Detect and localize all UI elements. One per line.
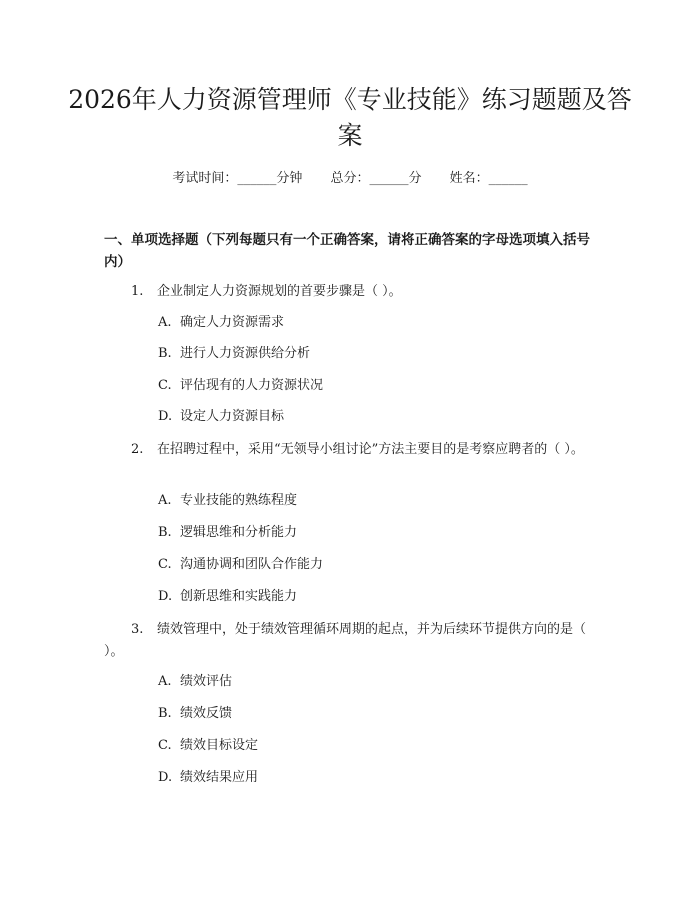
option-item [158,555,323,575]
question-number: 2. [131,442,144,457]
option-letter: A. [158,315,172,330]
option-text: 绩效评估 [180,674,233,689]
option-letter: C. [158,378,172,393]
name-field [450,170,528,188]
option-letter: B. [158,706,172,721]
option-item [158,768,258,788]
option-letter: D. [158,589,173,604]
option-text: 创新思维和实践能力 [180,589,298,604]
option-letter: A. [158,674,172,689]
total-score-blank: ______ [369,171,409,186]
option-text: 沟通协调和团队合作能力 [180,557,324,572]
exam-meta-line [0,170,700,188]
option-item [158,736,258,756]
question-1 [104,281,604,303]
option-item [158,491,297,511]
option-letter: A. [158,493,172,508]
section-heading: 一、单项选择题（下列每题只有一个正确答案，请将正确答案的字母选项填入括号内） [104,232,590,270]
option-letter: C. [158,557,172,572]
question-3 [104,619,604,663]
option-item [158,587,297,607]
option-item [158,407,284,427]
total-score-unit: 分 [408,171,422,186]
total-score-field [330,170,421,188]
question-text: 在招聘过程中，采用“无领导小组讨论”方法主要目的是考察应聘者的（ ）。 [157,442,584,457]
option-text: 专业技能的熟练程度 [180,493,298,508]
document-title: 2026年人力资源管理师《专业技能》练习题题及答案 [68,85,632,150]
option-text: 逻辑思维和分析能力 [180,525,298,540]
option-letter: C. [158,738,172,753]
question-2 [104,439,604,461]
option-item [158,313,284,333]
option-letter: D. [158,409,173,424]
option-text: 绩效目标设定 [180,738,259,753]
option-text: 绩效结果应用 [180,770,259,785]
question-text: 企业制定人力资源规划的首要步骤是（ ）。 [157,284,402,299]
option-item [158,523,297,543]
option-item [158,704,232,724]
option-text: 进行人力资源供给分析 [180,346,311,361]
option-text: 确定人力资源需求 [180,315,285,330]
exam-time-blank: ______ [237,171,277,186]
name-blank: ______ [488,171,528,186]
option-item [158,376,323,396]
option-letter: B. [158,525,172,540]
name-label: 姓名： [449,171,489,186]
exam-time-label: 考试时间： [172,171,238,186]
option-item [158,344,310,364]
option-letter: B. [158,346,172,361]
question-text: 绩效管理中，处于绩效管理循环周期的起点，并为后续环节提供方向的是（ ）。 [104,622,587,659]
option-letter: D. [158,770,173,785]
exam-time-unit: 分钟 [276,171,303,186]
question-number: 3. [131,622,144,637]
option-text: 评估现有的人力资源状况 [180,378,324,393]
exam-time-field [172,170,302,188]
total-score-label: 总分： [330,171,370,186]
option-text: 设定人力资源目标 [180,409,285,424]
question-number: 1. [131,284,144,299]
option-item [158,672,232,692]
option-text: 绩效反馈 [180,706,233,721]
